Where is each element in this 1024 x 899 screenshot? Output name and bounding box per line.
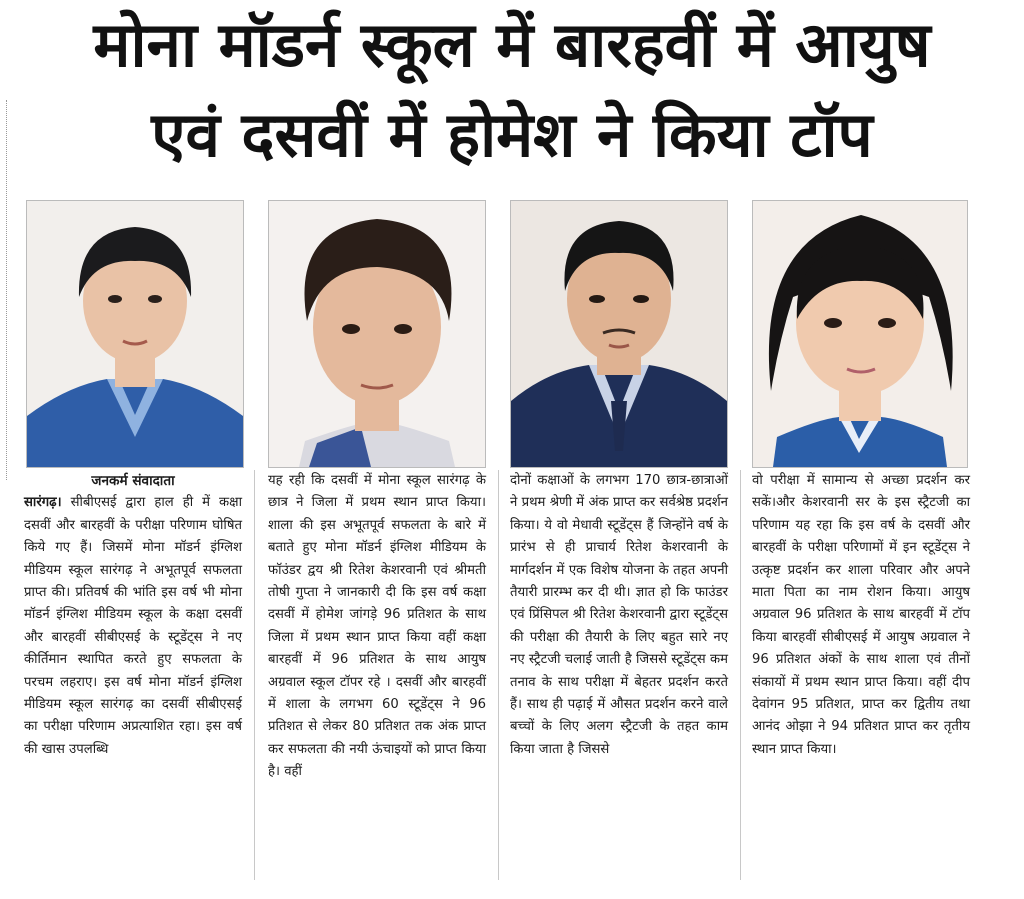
student-portrait-1-icon (27, 201, 243, 467)
column-divider (740, 470, 741, 880)
article-text-col4: वो परीक्षा में सामान्य से अच्छा प्रदर्शन कर सकें।और केशरवानी सर के इस स्ट्रैटजी का परिणाम यह रहा कि इस वर्ष के दसवीं और बारहवीं के परीक्षा परिणामों में इन स्टूडेंट्स ने उत्कृष्ट प्रदर्शन कर शाला परिवार और अपने माता पिता का नाम रोशन किया। आयुष अग्रवाल 96 प्रतिशत के साथ बारहवीं में टॉप किया बारहवीं सीबीएसई में आयुष अग्रवाल ने 96 प्रतिशत अंकों के साथ शाला एवं तीनों संकायों में प्रथम स्थान प्राप्त किया। वहीं दीप देवांगन 95 प्रतिशत, प्राप्त कर द्वितीय तथा आनंद ओझा ने 94 प्रतिशत प्राप्त कर तृतीय स्थान प्राप्त किया। (752, 473, 970, 757)
headline-line-1: मोना मॉडर्न स्कूल में बारहवीं में आयुष (93, 8, 931, 81)
student-photo-3 (510, 200, 728, 468)
student-portrait-4-icon (753, 201, 967, 467)
student-portrait-3-icon (511, 201, 727, 467)
article-text-col2: यह रही कि दसवीं में मोना स्कूल सारंगढ़ के छात्र ने जिला में प्रथम स्थान प्राप्त किया। शाला की इस अभूतपूर्व सफलता के बारे में बताते हुए मोना मॉडर्न इंग्लिश मीडियम के फॉउंडर द्वय श्री रितेश केशरवानी एवं श्रीमती तोषी गुप्ता ने जानकारी दी कि इस वर्ष कक्षा दसवीं में होमेश जांगड़े 96 प्रतिशत के साथ जिला में प्रथम स्थान प्राप्त किया वहीं कक्षा बारहवीं में 96 प्रतिशत के साथ आयुष अग्रवाल स्कूल टॉपर रहे । दसवीं और बारहवीं में शाला के लगभग 60 स्टूडेंट्स ने 96 प्रतिशत से लेकर 80 प्रतिशत तक अंक प्राप्त कर सफलता की नयी ऊंचाइयों को प्राप्त किया है। वहीं (268, 473, 486, 780)
article-column-4 (752, 470, 970, 761)
article-text-col1: सीबीएसई द्वारा हाल ही में कक्षा दसवीं और बारहवीं के परीक्षा परिणाम घोषित किये गए हैं। जिसमें मोना मॉडर्न इंग्लिश मीडियम स्कूल सारंगढ़ ने अभूतपूर्व सफलता प्राप्त की। प्रतिवर्ष की भांति इस वर्ष भी मोना मॉडर्न इंग्लिश मीडियम स्कूल के कक्षा दसवीं और बारहवीं सीबीएसई के स्टूडेंट्स ने नए कीर्तिमान स्थापित करते हुए सफलता के परचम लहराए। इस वर्ष मोना मॉडर्न इंग्लिश मीडियम स्कूल सारंगढ़ का दसवीं सीबीएसई का परीक्षा परिणाम अप्रत्याशित रहा। इस वर्ष की खास उपलब्धि (24, 495, 242, 757)
headline-line-2: एवं दसवीं में होमेश ने किया टॉप (151, 98, 873, 171)
student-portrait-2-icon (269, 201, 485, 467)
student-photo-2 (268, 200, 486, 468)
article-column-1 (24, 470, 242, 761)
article-column-3 (510, 470, 728, 761)
column-divider (498, 470, 499, 880)
column-divider (254, 470, 255, 880)
student-photo-4 (752, 200, 968, 468)
article-column-2 (268, 470, 486, 784)
article-text-col3: दोनों कक्षाओं के लगभग 170 छात्र-छात्राओं ने प्रथम श्रेणी में अंक प्राप्त कर सर्वश्रेष्ठ प्रदर्शन किया। ये वो मेधावी स्टूडेंट्स हैं जिन्होंने वर्ष के प्रारंभ से ही प्राचार्य रितेश केशरवानी के मार्गदर्शन में एक विशेष योजना के तहत अपनी तैयारी प्रारम्भ कर दी थी। ज्ञात हो कि फाउंडर एवं प्रिंसिपल श्री रितेश केशरवानी द्वारा स्टूडेंट्स की परीक्षा की तैयारी के लिए बहुत सारे नए नए स्ट्रैटजी चलाई जाती है जिससे स्टूडेंट्स कम तनाव के साथ परीक्षा में बेहतर प्रदर्शन करते हैं। साथ ही पढ़ाई में औसत प्रदर्शन करने वाले बच्चों के लिए अलग स्ट्रैटजी के तहत काम किया जाता है जिससे (510, 473, 728, 757)
dateline: सारंगढ़। (24, 495, 62, 511)
student-photo-1 (26, 200, 244, 468)
byline: जनकर्म संवादाता (91, 473, 175, 489)
article-paragraph-1 (24, 492, 242, 761)
